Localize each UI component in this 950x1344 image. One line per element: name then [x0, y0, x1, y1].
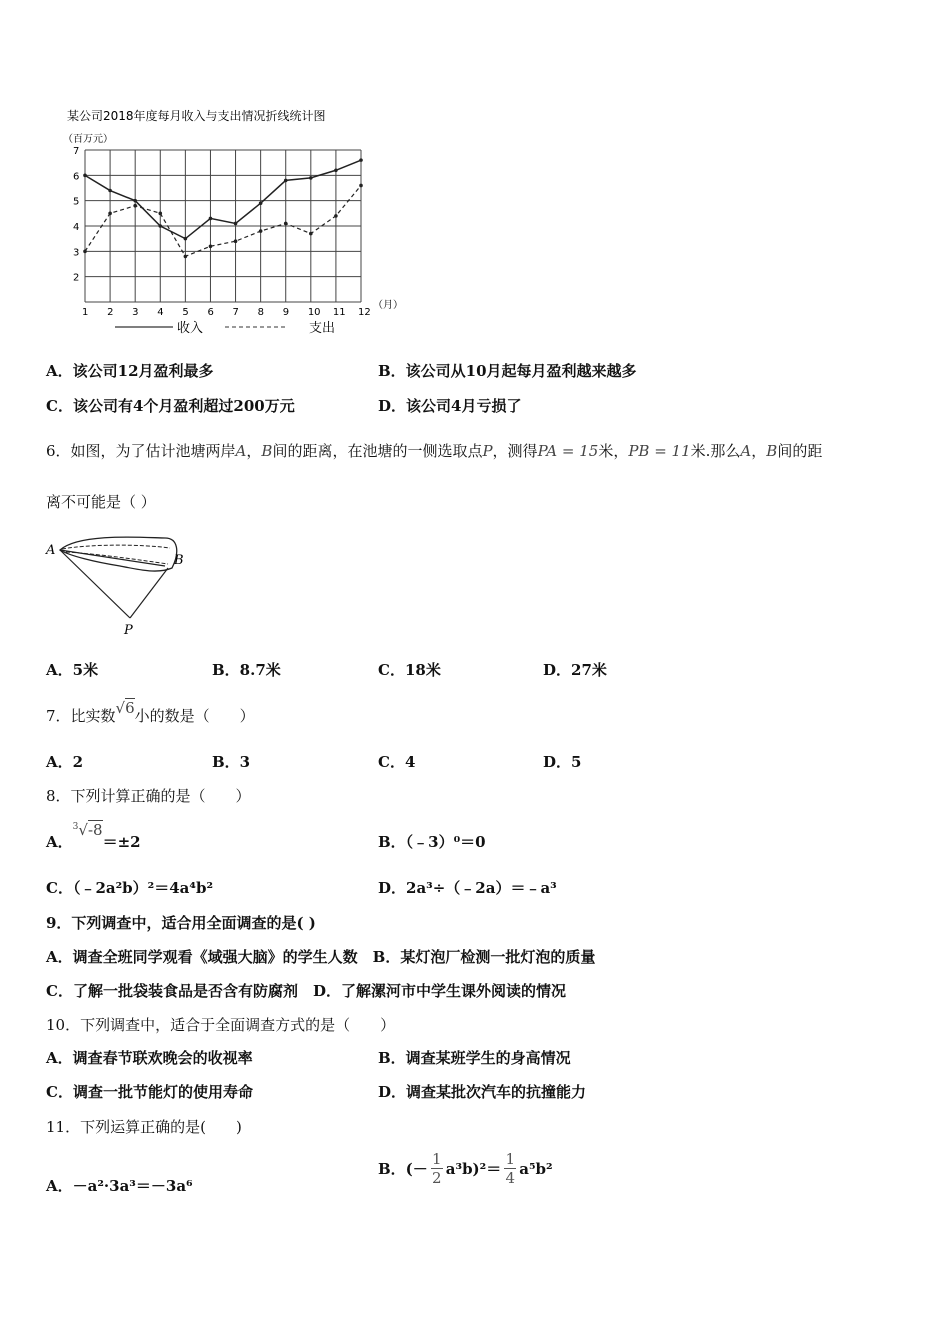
q7-option-a: A．2	[46, 753, 84, 771]
income-point	[133, 199, 137, 203]
q5-option-a: A．该公司12月盈利最多	[46, 362, 214, 380]
q7-stem: 7．比实数√6小的数是（ ）	[46, 699, 255, 725]
income-point	[359, 158, 363, 162]
x-tick-label: 1	[82, 307, 89, 318]
expense-point	[234, 239, 238, 243]
chart-series	[83, 158, 363, 258]
expense-point	[184, 255, 188, 259]
expense-point	[259, 229, 263, 233]
expense-point	[108, 212, 112, 216]
x-tick-label: 8	[257, 307, 265, 318]
q11-stem: 11．下列运算正确的是( )	[46, 1118, 242, 1136]
q6-option-a: A．5米	[46, 661, 99, 679]
q6-stem: 6．如图，为了估计池塘两岸A，B间的距离，在池塘的一侧选取点P，测得PA = 15米，PB = 11米.那么A，B间的距	[46, 442, 823, 460]
line-chart	[55, 100, 415, 345]
x-tick-label: 2	[107, 307, 114, 318]
y-tick-label: 3	[73, 247, 80, 259]
q7-option-c: C．4	[378, 753, 416, 771]
expense-point	[83, 250, 87, 254]
x-tick-label: 11	[332, 307, 346, 318]
income-point	[284, 179, 288, 183]
y-tick-label: 5	[73, 196, 80, 208]
q8-option-b: B．（﹣3）⁰＝0	[378, 833, 486, 851]
y-tick-label: 4	[73, 222, 80, 233]
y-axis-ticks	[73, 146, 79, 284]
income-point	[309, 176, 313, 180]
series-line-income	[85, 160, 361, 239]
income-point	[259, 201, 263, 205]
expense-point	[309, 232, 313, 236]
expense-point	[158, 212, 162, 216]
chart-grid	[85, 150, 361, 302]
q9-stem: 9．下列调查中，适合用全面调查的是( )	[46, 914, 316, 932]
x-tick-label: 4	[157, 307, 164, 318]
income-point	[108, 189, 112, 193]
y-axis-label: （百万元）	[63, 134, 113, 145]
pond-figure	[40, 530, 200, 640]
chart-legend	[115, 320, 335, 336]
expense-point	[334, 214, 338, 218]
income-point	[209, 217, 213, 221]
q10-option-d: D．调查某批次汽车的抗撞能力	[378, 1083, 587, 1101]
income-point	[234, 222, 238, 226]
fig-label-p: P	[124, 623, 133, 638]
x-tick-label: 3	[132, 307, 139, 318]
q6-option-b: B．8.7米	[212, 661, 281, 679]
expense-point	[284, 222, 288, 226]
x-tick-label: 7	[232, 307, 239, 318]
y-tick-label: 2	[73, 272, 80, 284]
fig-label-a: A	[46, 543, 56, 558]
q5-option-c: C．该公司有4个月盈利超过200万元	[46, 397, 295, 415]
x-tick-label: 5	[182, 307, 189, 318]
q11-option-a: A．－a²·3a³＝－3a⁶	[46, 1177, 193, 1195]
y-tick-label: 6	[73, 171, 80, 183]
q6-stem-line2: 离不可能是（ ）	[46, 493, 156, 511]
x-tick-label: 6	[207, 307, 214, 318]
q8-option-a: A．$^3$√-8＝±2	[46, 821, 141, 851]
q10-option-c: C．调查一批节能灯的使用寿命	[46, 1083, 253, 1101]
q10-stem: 10．下列调查中，适合于全面调查方式的是（ ）	[46, 1016, 396, 1034]
q6-option-c: C．18米	[378, 661, 441, 679]
q10-option-a: A．调查春节联欢晚会的收视率	[46, 1049, 253, 1067]
chart-title: 某公司2018年度每月收入与支出情况折线统计图	[67, 109, 326, 123]
x-tick-label: 12	[358, 307, 371, 318]
expense-point	[359, 184, 363, 188]
legend-expense: 支出	[309, 321, 336, 336]
y-tick-label: 7	[73, 146, 80, 157]
q7-option-d: D．5	[543, 753, 582, 771]
q9-options-cd: C．了解一批袋装食品是否含有防腐剂 D．了解漯河市中学生课外阅读的情况	[46, 982, 566, 1000]
legend-income: 收入	[177, 321, 204, 336]
q10-option-b: B．调查某班学生的身高情况	[378, 1049, 571, 1067]
x-axis-ticks	[82, 307, 371, 318]
x-tick-label: 10	[307, 307, 321, 318]
q8-option-d: D．2a³÷（﹣2a）＝﹣a³	[378, 879, 557, 897]
expense-point	[209, 244, 213, 248]
income-point	[334, 168, 338, 172]
x-tick-label: 9	[282, 307, 290, 318]
income-point	[184, 237, 188, 241]
q5-option-b: B．该公司从10月起每月盈利越来越多	[378, 362, 637, 380]
income-point	[158, 224, 162, 228]
q8-option-c: C．（﹣2a²b）²＝4a⁴b²	[46, 879, 214, 897]
q11-option-b: B．(－ 1 2 a³b)²＝ 1 4 a⁵b²	[378, 1150, 553, 1187]
fig-label-b: B	[174, 553, 184, 568]
x-axis-label: （月）	[373, 300, 403, 311]
q8-stem: 8．下列计算正确的是（ ）	[46, 787, 251, 805]
q5-option-d: D．该公司4月亏损了	[378, 397, 522, 415]
q9-options-ab: A．调查全班同学观看《域强大脑》的学生人数 B．某灯泡厂检测一批灯泡的质量	[46, 948, 596, 966]
expense-point	[133, 204, 137, 208]
income-point	[83, 174, 87, 178]
q7-option-b: B．3	[212, 753, 251, 771]
q6-option-d: D．27米	[543, 661, 607, 679]
